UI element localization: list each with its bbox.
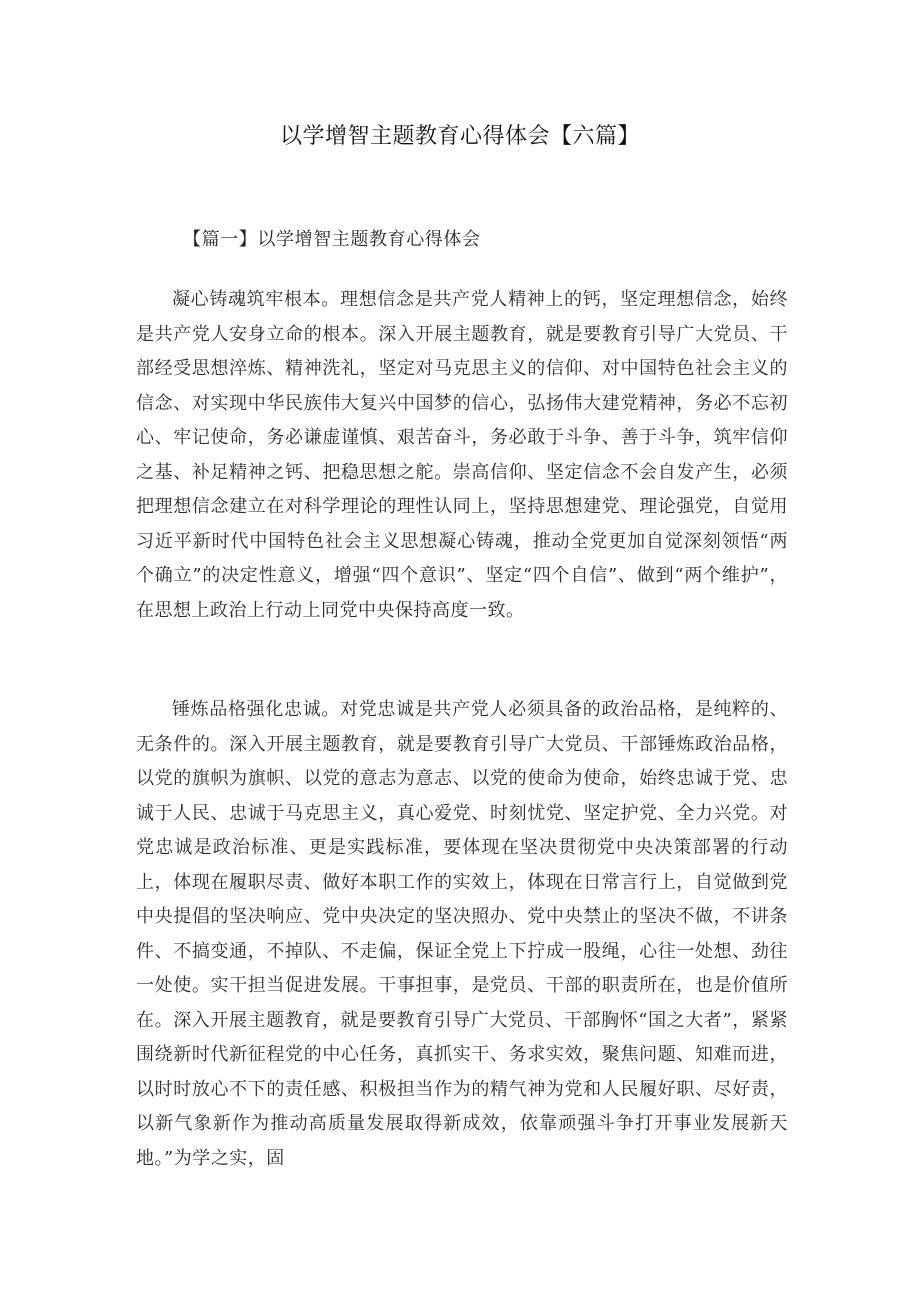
section-heading: 【篇一】以学增智主题教育心得体会 xyxy=(183,229,481,250)
body-paragraph: 锤炼品格强化忠诚。对党忠诚是共产党人必须具备的政治品格，是纯粹的、无条件的。深入开展主题教育，就是要教育引导广大党员、干部锤炼政治品格，以党的旗帜为旗帜、以党的意志为意志、以党的使命为使命，始终忠诚于党、忠诚于人民、忠诚于马克思主义，真心爱党、时刻忧党、坚定护党、全力兴党。对党忠诚是政治标准、更是实践标准，要体现在坚决贯彻党中央决策部署的行动上，体现在履职尽责、做好本职工作的实效上，体现在日常言行上，自觉做到党中央提倡的坚决响应、党中央决定的坚决照办、党中央禁止的坚决不做，不讲条件、不搞变通，不掉队、不走偏，保证全党上下拧成一股绳，心往一处想、劲往一处使。实干担当促进发展。干事担事，是党员、干部的职责所在，也是价值所在。深入开展主题教育，就是要教育引导广大党员、干部胸怀“国之大者”，紧紧围绕新时代新征程党的中心任务，真抓实干、务求实效，聚焦问题、知难而进，以时时放心不下的责任感、积极担当作为的精气神为党和人民履好职、尽好责，以新气象新作为推动高质量发展取得新成效，依靠顽强斗争打开事业发展新天地。”为学之实，固 xyxy=(136,699,788,1169)
document-title: 以学增智主题教育心得体会【六篇】 xyxy=(279,124,640,149)
body-paragraph: 凝心铸魂筑牢根本。理想信念是共产党人精神上的钙，坚定理想信念，始终是共产党人安身立命的根本。深入开展主题教育，就是要教育引导广大党员、干部经受思想淬炼、精神洗礼，坚定对马克思主义的信仰、对中国特色社会主义的信念、对实现中华民族伟大复兴中国梦的信心，弘扬伟大建党精神，务必不忘初心、牢记使命，务必谦虚谨慎、艰苦奋斗，务必敢于斗争、善于斗争，筑牢信仰之基、补足精神之钙、把稳思想之舵。崇高信仰、坚定信念不会自发产生，必须把理想信念建立在对科学理论的理性认同上，坚持思想建党、理论强党，自觉用习近平新时代中国特色社会主义思想凝心铸魂，推动全党更加自觉深刻领悟“两个确立”的决定性意义，增强“四个意识”、坚定“四个自信”、做到“两个维护”，在思想上政治上行动上同党中央保持高度一致。 xyxy=(136,289,788,621)
